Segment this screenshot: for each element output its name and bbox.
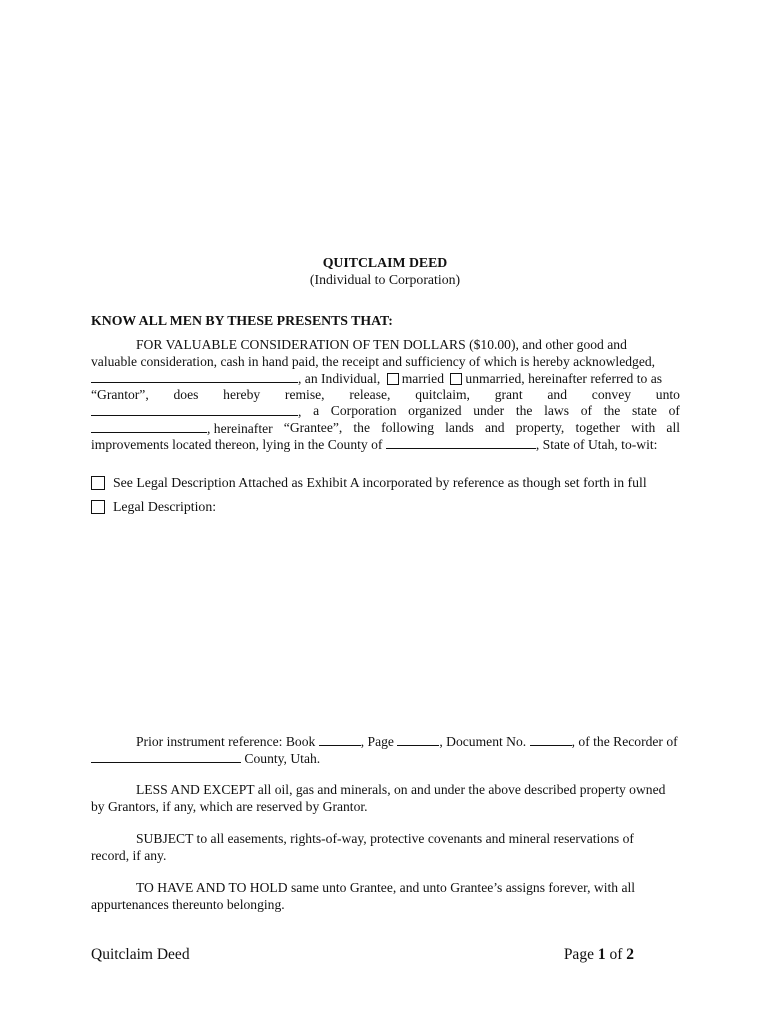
grantor-name-blank[interactable] (91, 370, 298, 383)
word: release, (349, 386, 391, 402)
document-title: QUITCLAIM DEED (322, 255, 448, 270)
consideration-line-5 (91, 403, 680, 420)
word: unto (655, 386, 680, 402)
legal-description-checkbox[interactable] (91, 500, 105, 514)
word: does (173, 386, 199, 402)
word: quitclaim, (415, 386, 470, 402)
document-number-blank[interactable] (530, 733, 572, 746)
word: and (484, 419, 505, 435)
prior-instrument-paragraph (91, 733, 680, 766)
legal-description-option (91, 499, 216, 516)
consideration-line-7 (91, 436, 680, 453)
word: following (381, 419, 435, 435)
exhibit-checkbox[interactable] (91, 476, 105, 490)
consideration-line-6 (91, 420, 680, 437)
footer-page-number (564, 947, 634, 964)
word: under (473, 403, 505, 418)
unmarried-checkbox[interactable] (450, 373, 462, 385)
word: convey (591, 386, 632, 402)
word: of (668, 403, 680, 418)
word: all (666, 419, 680, 435)
exhibit-label: See Legal Description Attached as Exhibit A incorporated by reference as though set forth in full (113, 475, 647, 490)
consideration-line-1: FOR VALUABLE CONSIDERATION OF TEN DOLLARS ($10.00), and other good and (136, 337, 627, 352)
recorder-county-blank[interactable] (91, 750, 241, 763)
word: a (313, 403, 320, 418)
married-label: married (401, 371, 444, 386)
subject-line-2: record, if any. (91, 847, 167, 863)
consideration-line-2: valuable consideration, cash in hand paid, the receipt and sufficiency of which is hereby acknowledged, (91, 353, 656, 369)
habendum-line-1: TO HAVE AND TO HOLD same unto Grantee, and unto Grantee’s assigns forever, with all (136, 880, 636, 895)
less-except-line-1: LESS AND EXCEPT all oil, gas and minerals, on and under the above described property owned (136, 782, 666, 797)
section-heading: KNOW ALL MEN BY THESE PRESENTS THAT: (91, 313, 393, 328)
legal-description-label: Legal Description: (113, 499, 217, 514)
page-total: 2 (626, 946, 634, 963)
prior-document-text: , Document No. (439, 734, 527, 749)
an-individual-text: , an Individual, (298, 371, 381, 386)
page-current: 1 (597, 946, 606, 963)
state-blank[interactable] (91, 420, 207, 433)
word: , hereinafter (207, 420, 273, 436)
unmarried-label: unmarried, hereinafter referred to as (465, 371, 663, 386)
exhibit-option (91, 475, 647, 492)
word: with (631, 419, 656, 435)
document-subtitle: (Individual to Corporation) (309, 272, 461, 287)
prior-county-text: County, Utah. (244, 750, 321, 766)
consideration-line-4 (91, 387, 680, 404)
consideration-line-3 (91, 370, 680, 387)
word: “Grantee”, (283, 419, 343, 435)
habendum-paragraph (91, 880, 680, 913)
word: remise, (284, 386, 325, 402)
book-blank[interactable] (319, 733, 361, 746)
word: lands (445, 419, 474, 435)
page-blank[interactable] (397, 733, 439, 746)
county-blank[interactable] (386, 436, 536, 449)
less-and-except-paragraph (91, 782, 680, 815)
word: of (580, 403, 593, 418)
grantee-name-blank[interactable] (91, 403, 298, 416)
word: Corporation (330, 403, 397, 418)
consideration-paragraph (91, 337, 680, 453)
word: the (353, 419, 371, 435)
subject-to-paragraph (91, 831, 680, 864)
word: property, (515, 419, 565, 435)
word: the (603, 403, 621, 418)
prior-recorder-text: , of the Recorder of (571, 734, 678, 749)
word: together (575, 419, 620, 435)
prior-book-text: Prior instrument reference: Book (136, 734, 316, 749)
habendum-line-2: appurtenances thereunto belonging. (91, 896, 285, 912)
county-lead-text: improvements located thereon, lying in the County of (91, 437, 383, 452)
word: grant (494, 386, 523, 402)
footer-document-name: Quitclaim Deed (91, 946, 190, 963)
state-blank-group (91, 420, 273, 437)
state-of-utah-text: , State of Utah, to-wit: (535, 437, 658, 452)
subject-line-1: SUBJECT to all easements, rights-of-way, protective covenants and mineral reservations of (136, 831, 634, 846)
word: hereby (223, 386, 261, 402)
prior-page-text: , Page (360, 734, 394, 749)
prior-line-2 (91, 750, 680, 767)
page-label: Page (563, 946, 594, 963)
word: the (515, 403, 533, 418)
word: state (631, 403, 657, 418)
married-checkbox[interactable] (387, 373, 399, 385)
less-except-line-2: by Grantors, if any, which are reserved by Grantor. (91, 798, 368, 814)
word: , (298, 404, 302, 419)
page-of: of (609, 946, 623, 963)
grantee-blank-group (91, 403, 301, 420)
word: “Grantor”, (91, 386, 149, 402)
prior-line-1 (91, 733, 680, 750)
word: laws (544, 403, 570, 418)
word: organized (408, 403, 462, 418)
word: and (547, 386, 568, 402)
